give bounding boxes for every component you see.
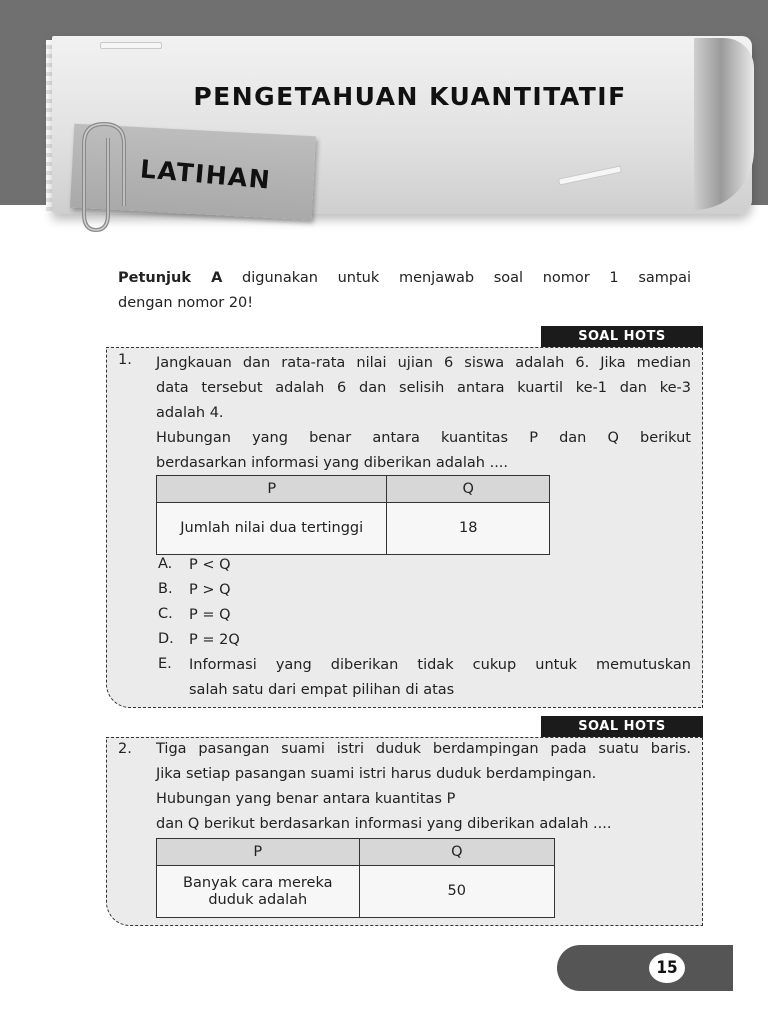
option-letter: D.	[158, 631, 174, 647]
option-letter: B.	[158, 581, 173, 597]
question-line: Jangkauan dan rata-rata nilai ujian 6 siswa adalah 6. Jika median	[156, 355, 691, 371]
comparison-table	[156, 838, 555, 918]
option-text: P = 2Q	[189, 632, 240, 648]
question-line: adalah 4.	[156, 405, 224, 421]
table-header-q: Q	[359, 839, 554, 866]
option-text: Informasi yang diberikan tidak cukup untuk memutuskan	[189, 657, 691, 673]
question-line: data tersebut adalah 6 dan selisih antara kuartil ke-1 dan ke-3	[156, 380, 691, 396]
latihan-label: LATIHAN	[138, 154, 273, 195]
option-letter: A.	[158, 556, 173, 572]
soal-hots-badge: SOAL HOTS	[541, 326, 703, 348]
paperclip-icon	[78, 118, 134, 242]
question-line: dan Q berikut berdasarkan informasi yang diberikan adalah ....	[156, 816, 612, 832]
instruction-line1: digunakan untuk menjawab soal nomor 1 sampai	[242, 270, 692, 286]
option-text: P = Q	[189, 607, 231, 623]
table-cell-p: Banyak cara mereka duduk adalah	[157, 866, 360, 918]
table-cell-q: 18	[387, 503, 550, 555]
instruction-text	[118, 266, 691, 316]
question-line: Hubungan yang benar antara kuantitas P dan Q berikut	[156, 430, 691, 446]
question-line: berdasarkan informasi yang diberikan adalah ....	[156, 455, 509, 471]
soal-hots-badge: SOAL HOTS	[541, 716, 703, 738]
option-letter: C.	[158, 606, 173, 622]
option-text-continued: salah satu dari empat pilihan di atas	[189, 682, 455, 698]
question-number: 1.	[118, 352, 132, 368]
page-title: PENGETAHUAN KUANTITATIF	[193, 82, 627, 111]
tape-mark	[100, 42, 162, 49]
option-text: P < Q	[189, 557, 231, 573]
question-number: 2.	[118, 741, 132, 757]
table-cell-p: Jumlah nilai dua tertinggi	[157, 503, 387, 555]
table-header-p: P	[157, 476, 387, 503]
option-letter: E.	[158, 656, 172, 672]
comparison-table	[156, 475, 550, 555]
table-header-p: P	[157, 839, 360, 866]
question-line: Jika setiap pasangan suami istri harus duduk berdampingan.	[156, 766, 597, 782]
option-text: P > Q	[189, 582, 231, 598]
page-number: 15	[649, 953, 685, 983]
instruction-bold: Petunjuk A	[118, 270, 223, 286]
question-line: Hubungan yang benar antara kuantitas P	[156, 791, 456, 807]
instruction-line2: dengan nomor 20!	[118, 295, 254, 311]
table-header-q: Q	[387, 476, 550, 503]
page-number-tab	[557, 945, 733, 991]
question-line: Tiga pasangan suami istri duduk berdampingan pada suatu baris.	[156, 741, 691, 757]
table-cell-q: 50	[359, 866, 554, 918]
